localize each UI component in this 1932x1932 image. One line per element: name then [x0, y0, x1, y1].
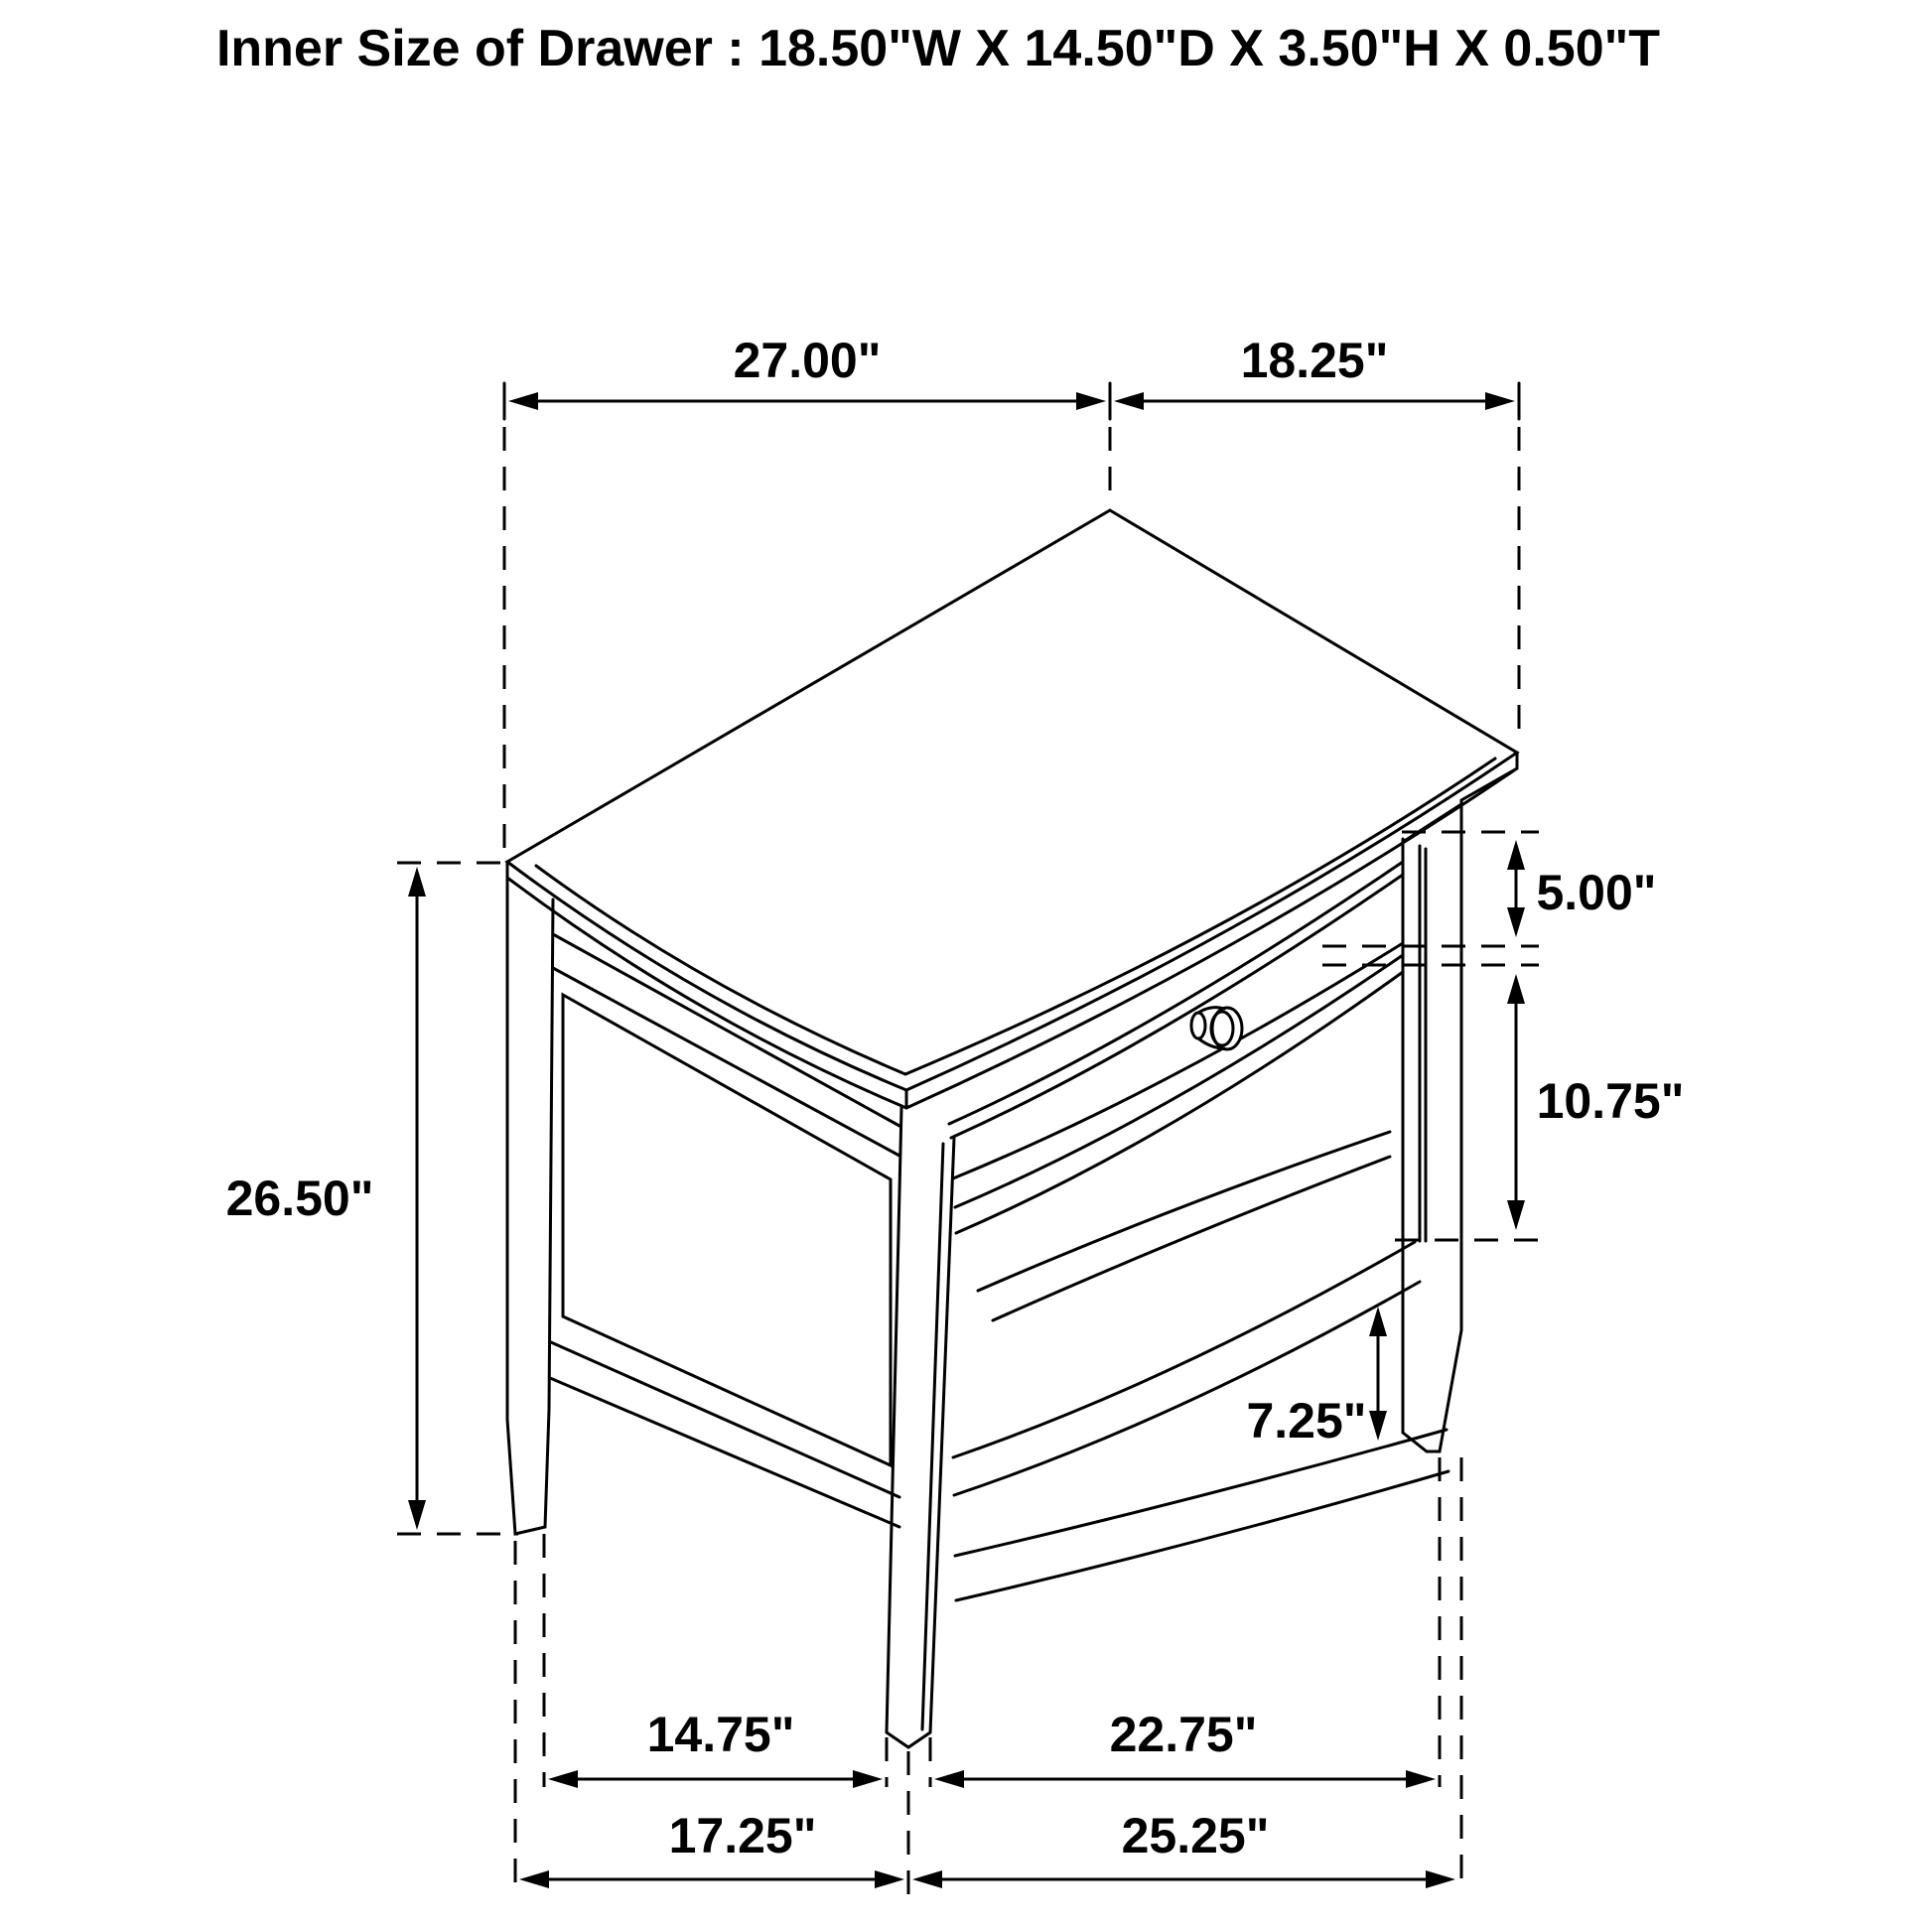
dimension-drawer-5 — [1507, 840, 1525, 937]
dim-label-bottom-inner-left: 14.75" — [646, 1707, 795, 1762]
dim-label-bottom-outer-left: 17.25" — [668, 1808, 817, 1863]
dimension-opening-10 — [1507, 974, 1525, 1230]
page-title: Inner Size of Drawer : 18.50"W X 14.50"D X 3.50"H X 0.50"T — [215, 20, 1661, 77]
dimension-bottom-outer-left-17 — [519, 1870, 904, 1888]
dimension-bottom-inner-left-14 — [548, 1770, 883, 1788]
dim-label-bottom-outer-right: 25.25" — [1121, 1808, 1270, 1863]
dimension-bottom-outer-right-25 — [912, 1870, 1455, 1888]
dim-label-top-left: 27.00" — [733, 333, 882, 388]
dimension-height-26 — [408, 867, 426, 1530]
dim-label-height: 26.50" — [225, 1171, 374, 1226]
right-leg — [1403, 768, 1517, 1451]
front-leg — [887, 1108, 954, 1747]
drawer-knob-icon — [1191, 1008, 1242, 1049]
dim-label-opening: 10.75" — [1536, 1073, 1685, 1129]
dim-label-bottom-inner-right: 22.75" — [1109, 1707, 1258, 1762]
dimension-top-right-18 — [1114, 392, 1515, 410]
bottom-stretcher — [955, 1430, 1449, 1600]
tabletop — [507, 510, 1517, 1108]
dimension-bottom-inner-right-22 — [934, 1770, 1436, 1788]
dim-label-clearance: 7.25" — [1246, 1393, 1367, 1449]
dimension-clearance-7 — [1369, 1307, 1387, 1441]
dim-label-top-right: 18.25" — [1240, 333, 1389, 388]
dim-label-drawer-section: 5.00" — [1536, 865, 1657, 920]
